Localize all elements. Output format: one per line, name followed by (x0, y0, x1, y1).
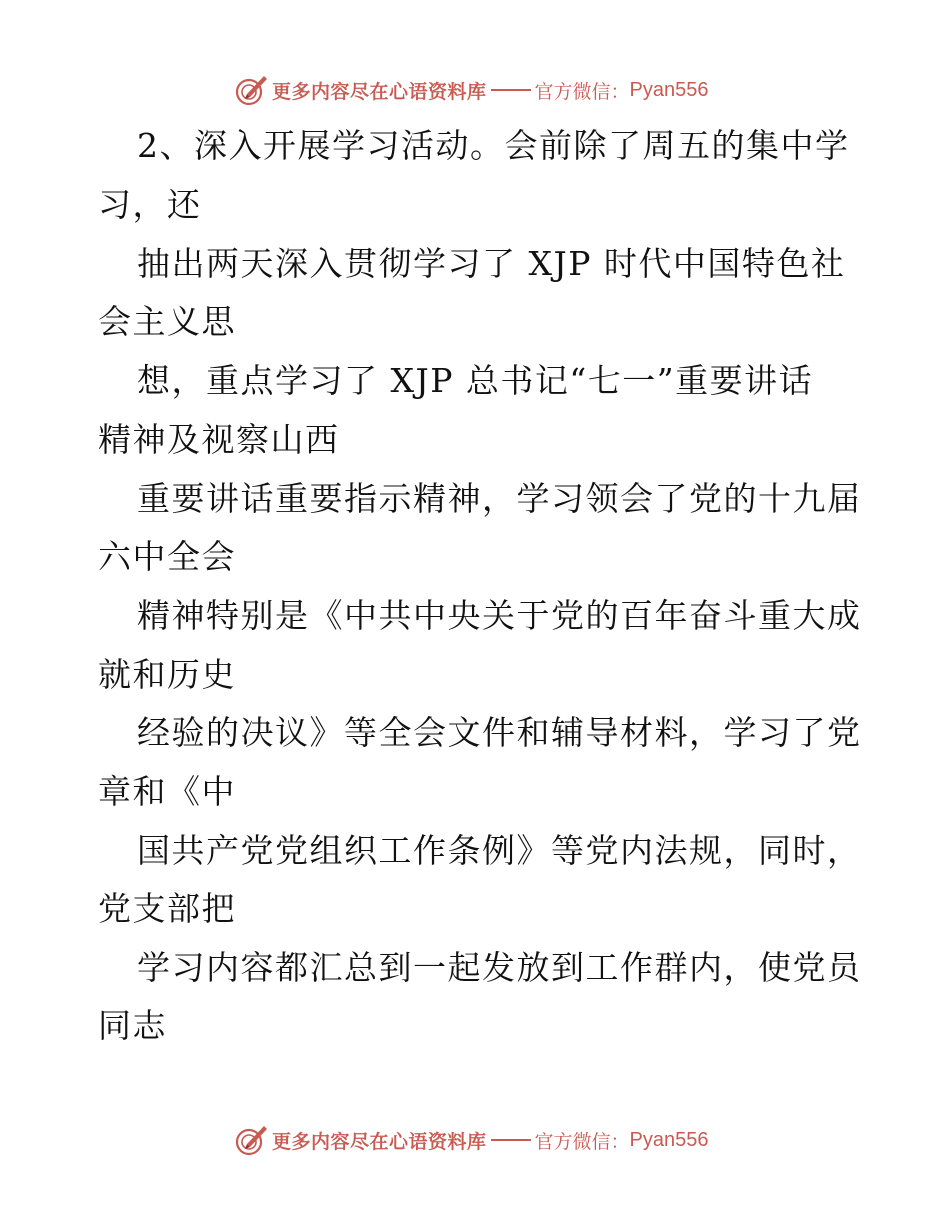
paragraph-line: 2、深入开展学习活动。会前除了周五的集中学 (137, 126, 850, 165)
paragraph-line: 会主义思 (98, 302, 236, 341)
paragraph-line: 六中全会 (98, 537, 236, 576)
footer-brand-text: 更多内容尽在心语资料库 (272, 1130, 487, 1153)
header-brand-text: 更多内容尽在心语资料库 (272, 80, 487, 103)
paragraph-line: 学习内容都汇总到一起发放到工作群内，使党员 (137, 948, 862, 987)
header-wechat-id: Pyan556 (629, 78, 709, 101)
pen-logo-icon (234, 1123, 268, 1157)
footer-banner (0, 1120, 950, 1160)
paragraph-line: 重要讲话重要指示精神，学习领会了党的十九届 (137, 479, 862, 518)
footer-wechat-id: Pyan556 (629, 1128, 709, 1151)
paragraph-line: 想，重点学习了 XJP 总书记“七一”重要讲话 (137, 361, 814, 400)
paragraph-line: 就和历史 (98, 655, 236, 694)
paragraph-line: 习，还 (98, 185, 202, 224)
paragraph-line: 国共产党党组织工作条例》等党内法规，同时， (137, 831, 862, 870)
header-banner (0, 70, 950, 110)
paragraph-line: 抽出两天深入贯彻学习了 XJP 时代中国特色社 (137, 244, 846, 283)
paragraph-line: 精神特别是《中共中央关于党的百年奋斗重大成 (137, 596, 862, 635)
header-wechat-label: 官方微信： (534, 80, 630, 103)
paragraph-line: 党支部把 (98, 889, 236, 928)
paragraph-line: 经验的决议》等全会文件和辅导材料，学习了党 (137, 713, 862, 752)
footer-banner-content (234, 1120, 709, 1160)
paragraph-line: 精神及视察山西 (98, 420, 340, 459)
paragraph-line: 同志 (98, 1006, 167, 1045)
header-dash-divider (491, 89, 531, 91)
paragraph-line: 章和《中 (98, 772, 236, 811)
pen-logo-icon (234, 73, 268, 107)
header-banner-content (234, 70, 709, 110)
footer-dash-divider (491, 1139, 531, 1141)
footer-wechat-label: 官方微信： (534, 1130, 630, 1153)
